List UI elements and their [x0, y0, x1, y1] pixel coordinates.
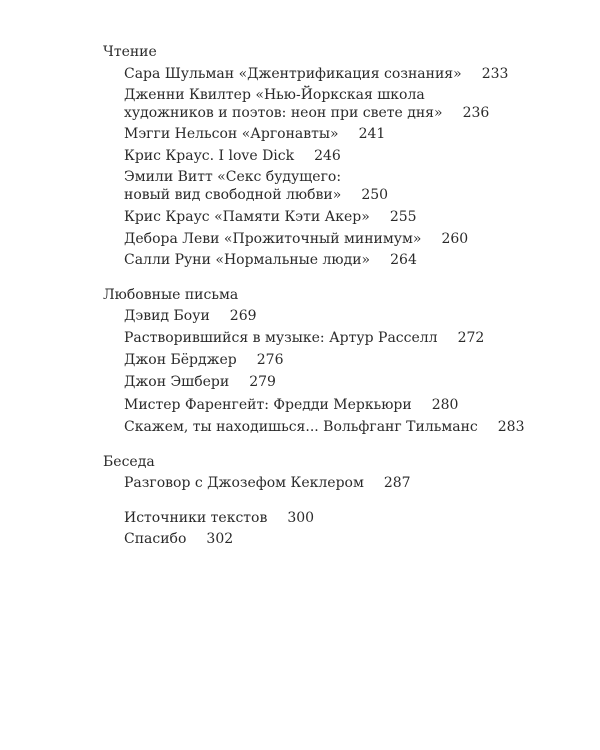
entry-title: Разговор с Джозефом Кеклером [124, 475, 364, 491]
page-number: 302 [206, 531, 234, 547]
entry-title: Крис Краус «Памяти Кэти Акер» [124, 209, 370, 225]
entry-title: Дэвид Боуи [124, 308, 210, 324]
page-number: 264 [390, 252, 417, 268]
toc-entry [124, 86, 489, 122]
page-number: 300 [287, 510, 315, 526]
page-number: 276 [256, 352, 284, 368]
section-title-love-letters: Любовные письма [103, 287, 239, 303]
entry-title: Салли Руни «Нормальные люди» [124, 252, 371, 268]
toc-entry [124, 230, 468, 248]
entry-title-line-1: Дженни Квилтер «Нью-Йоркская школа [124, 87, 425, 103]
toc-entry [124, 396, 458, 414]
toc-entry [124, 65, 508, 83]
toc-entry [124, 329, 484, 347]
page-number: 236 [462, 105, 490, 121]
page-number: 250 [361, 187, 389, 203]
entry-title: Джон Эшбери [124, 374, 230, 390]
entry-title: Спасибо [124, 531, 187, 547]
entry-title: Мистер Фаренгейт: Фредди Меркьюри [124, 397, 412, 413]
section-title-conversation: Беседа [103, 454, 155, 470]
toc-entry [124, 307, 257, 325]
page-number: 280 [431, 397, 459, 413]
toc-entry [124, 168, 388, 204]
entry-title: Скажем, ты находишься... Вольфганг Тильманс [124, 419, 478, 435]
page-number: 279 [249, 374, 276, 390]
page-number: 283 [497, 419, 525, 435]
toc-entry-thanks [124, 530, 233, 548]
entry-title-line-2: новый вид свободной любви» [124, 187, 342, 203]
toc-entry [124, 418, 524, 436]
section-title-reading: Чтение [103, 44, 157, 60]
toc-entry [124, 351, 284, 369]
page-number: 287 [383, 475, 411, 491]
toc-entry [124, 251, 417, 269]
entry-title: Растворившийся в музыке: Артур Расселл [124, 330, 438, 346]
page-number: 272 [457, 330, 485, 346]
entry-title: Источники текстов [124, 510, 268, 526]
entry-title: Мэгги Нельсон «Аргонавты» [124, 126, 339, 142]
toc-entry-sources [124, 509, 314, 527]
page-number: 241 [358, 126, 386, 142]
page-number: 255 [389, 209, 417, 225]
toc-entry [124, 373, 276, 391]
entry-title: Джон Бёрджер [124, 352, 237, 368]
entry-title: Дебора Леви «Прожиточный минимум» [124, 231, 422, 247]
entry-title: Крис Краус. I love Dick [124, 148, 295, 164]
toc-entry [124, 474, 411, 492]
page-number: 260 [441, 231, 469, 247]
page-number: 269 [229, 308, 257, 324]
toc-entry [124, 125, 385, 143]
toc-entry [124, 147, 341, 165]
entry-title: Сара Шульман «Джентрификация сознания» [124, 66, 462, 82]
page-number: 246 [314, 148, 341, 164]
toc-entry [124, 208, 417, 226]
entry-title-line-1: Эмили Витт «Секс будущего: [124, 169, 342, 185]
entry-title-line-2: художников и поэтов: неон при свете дня» [124, 105, 443, 121]
page-number: 233 [481, 66, 509, 82]
